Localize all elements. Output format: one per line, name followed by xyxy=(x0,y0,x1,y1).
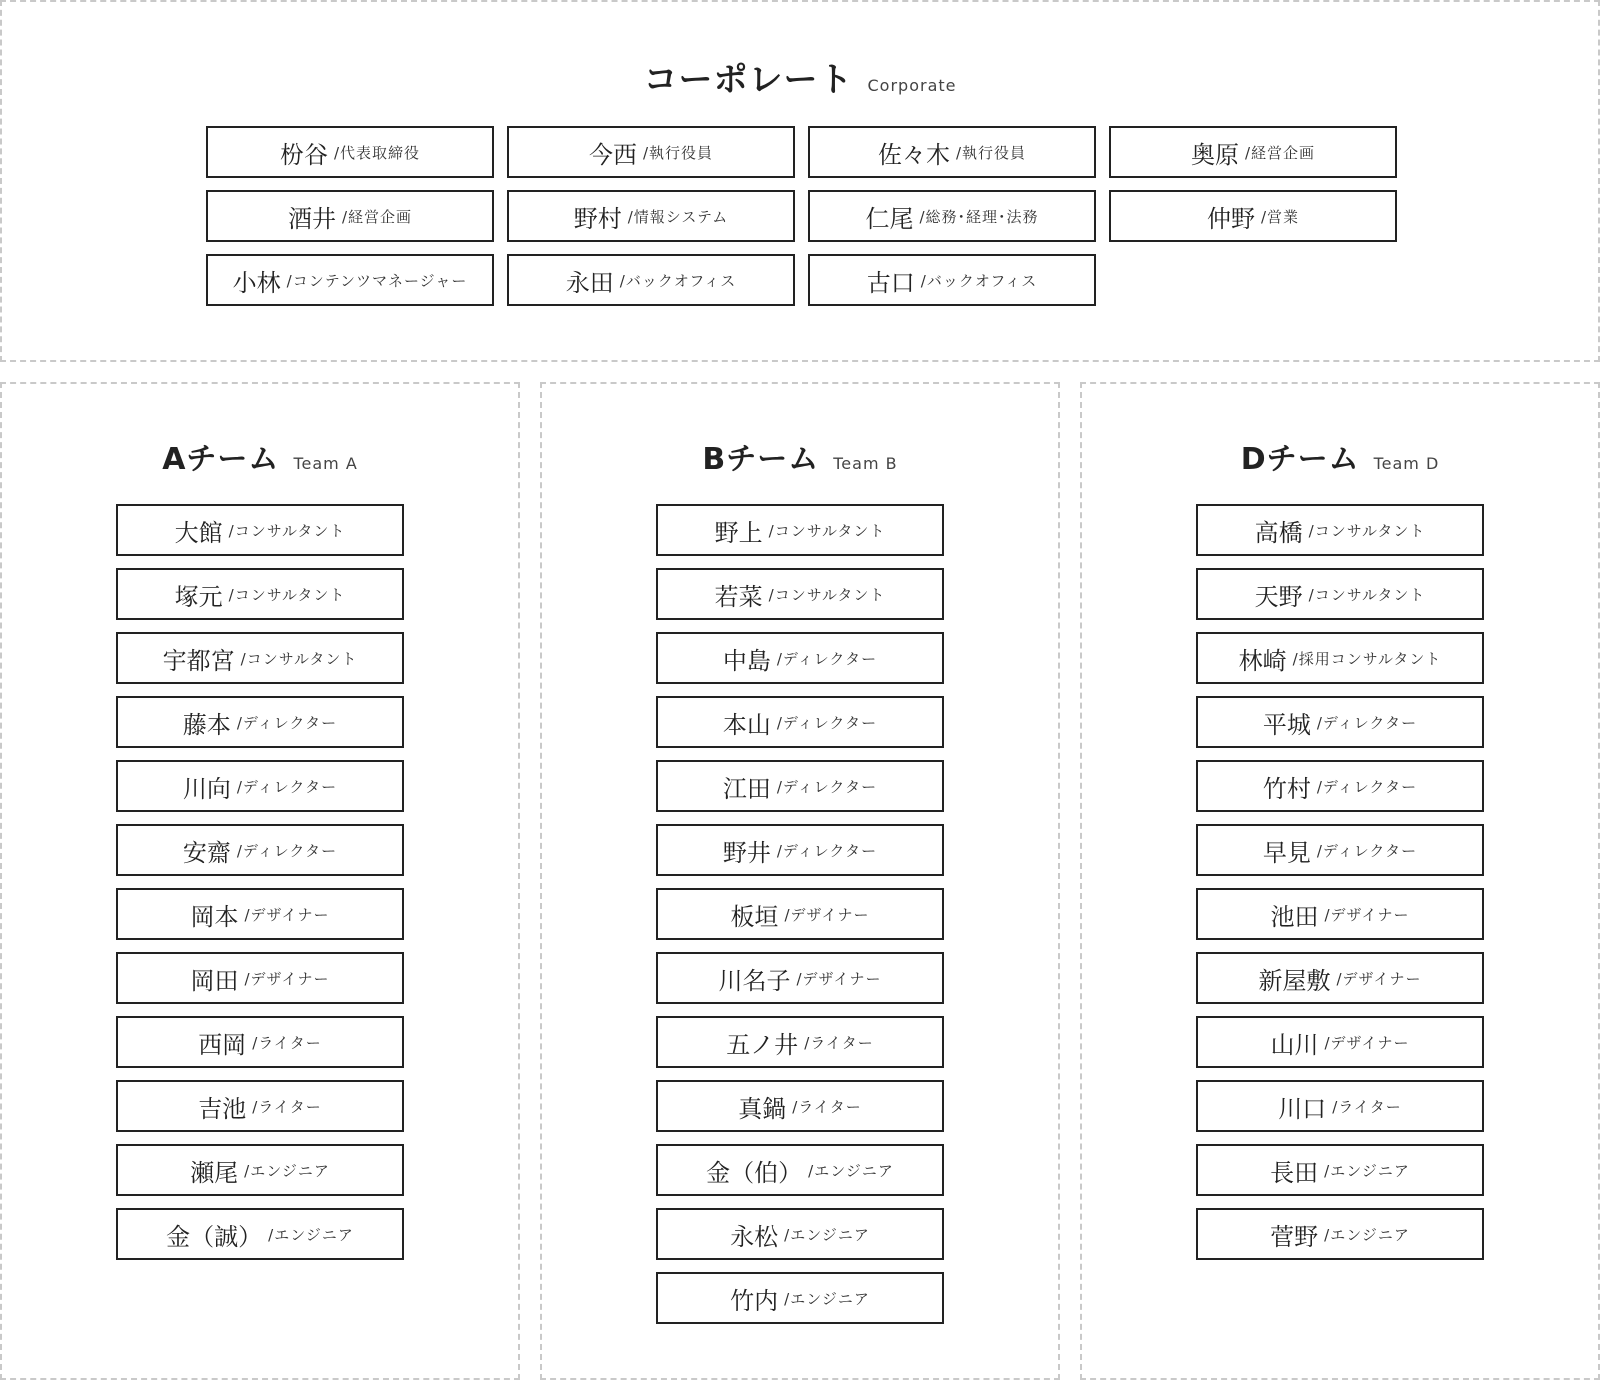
member-name: 古口 xyxy=(866,268,915,297)
member-card xyxy=(656,696,944,748)
member-card xyxy=(206,254,494,306)
section-title: Aチーム xyxy=(162,442,280,477)
team-a-heading xyxy=(2,434,518,478)
member-role: /バックオフィス xyxy=(619,271,737,290)
member-role: /ディレクター xyxy=(236,777,338,796)
member-name: 永田 xyxy=(565,268,614,297)
member-card xyxy=(116,760,404,812)
member-role: /エンジニア xyxy=(808,1161,894,1180)
section-subtitle: Team D xyxy=(1373,454,1440,473)
team-a-section xyxy=(0,382,520,1380)
section-subtitle: Corporate xyxy=(867,76,957,95)
member-name: 藤本 xyxy=(182,710,231,739)
member-card xyxy=(656,952,944,1004)
member-card xyxy=(116,1016,404,1068)
member-role: /ディレクター xyxy=(1316,777,1418,796)
member-name: 安齋 xyxy=(182,838,231,867)
member-card xyxy=(1196,760,1484,812)
member-card xyxy=(116,696,404,748)
member-card xyxy=(808,190,1096,242)
section-title: Dチーム xyxy=(1240,442,1360,477)
member-name: 中島 xyxy=(722,646,771,675)
member-role: /代表取締役 xyxy=(333,143,421,162)
member-role: /ライター xyxy=(1332,1097,1402,1116)
member-role: /エンジニア xyxy=(268,1225,354,1244)
member-card xyxy=(1196,1208,1484,1260)
member-name: 金（誠） xyxy=(166,1222,263,1251)
member-role: /ライター xyxy=(252,1097,322,1116)
member-card xyxy=(1196,952,1484,1004)
member-card xyxy=(656,760,944,812)
member-card xyxy=(206,190,494,242)
member-name: 若菜 xyxy=(714,582,763,611)
member-card xyxy=(116,1144,404,1196)
team-b-section xyxy=(540,382,1060,1380)
member-role: /総務･経理･法務 xyxy=(919,207,1039,226)
member-name: 竹内 xyxy=(730,1286,779,1315)
member-name: 永松 xyxy=(730,1222,779,1251)
member-role: /経営企画 xyxy=(341,207,413,226)
member-card xyxy=(507,254,795,306)
member-role: /コンサルタント xyxy=(1308,585,1426,604)
member-role: /ディレクター xyxy=(776,777,878,796)
team-b-heading xyxy=(542,434,1058,478)
member-name: 吉池 xyxy=(198,1094,247,1123)
member-card xyxy=(116,888,404,940)
member-name: 菅野 xyxy=(1270,1222,1319,1251)
member-card xyxy=(1196,568,1484,620)
member-role: /採用コンサルタント xyxy=(1292,649,1442,668)
member-card xyxy=(808,254,1096,306)
member-name: 大館 xyxy=(174,518,223,547)
member-name: 仁尾 xyxy=(865,204,914,233)
member-card xyxy=(656,824,944,876)
member-role: /コンサルタント xyxy=(1308,521,1426,540)
member-role: /営業 xyxy=(1260,207,1300,226)
member-name: 五ノ井 xyxy=(726,1030,799,1059)
member-card xyxy=(1196,1144,1484,1196)
member-card xyxy=(1196,888,1484,940)
member-name: 林崎 xyxy=(1238,646,1287,675)
member-role: /ディレクター xyxy=(1316,713,1418,732)
member-name: 新屋敷 xyxy=(1258,966,1331,995)
corporate-heading xyxy=(2,52,1598,101)
member-role: /コンテンツマネージャー xyxy=(286,271,468,290)
member-name: 早見 xyxy=(1262,838,1311,867)
member-role: /エンジニア xyxy=(784,1289,870,1308)
member-name: 塚元 xyxy=(174,582,223,611)
member-card xyxy=(116,824,404,876)
member-role: /エンジニア xyxy=(1324,1225,1410,1244)
member-role: /経営企画 xyxy=(1244,143,1316,162)
section-title: コーポレート xyxy=(643,60,854,100)
member-role: /コンサルタント xyxy=(228,585,346,604)
member-card xyxy=(656,1080,944,1132)
member-card xyxy=(656,632,944,684)
member-card xyxy=(1109,126,1397,178)
member-role: /デザイナー xyxy=(784,905,870,924)
corporate-member-grid xyxy=(206,126,1397,306)
section-subtitle: Team B xyxy=(833,454,898,473)
member-name: 岡本 xyxy=(190,902,239,931)
team-d-section xyxy=(1080,382,1600,1380)
member-name: 西岡 xyxy=(198,1030,247,1059)
member-role: /コンサルタント xyxy=(228,521,346,540)
member-name: 瀬尾 xyxy=(190,1158,239,1187)
member-name: 川口 xyxy=(1278,1094,1327,1123)
member-name: 酒井 xyxy=(287,204,336,233)
section-title: Bチーム xyxy=(702,442,820,477)
member-role: /ディレクター xyxy=(776,713,878,732)
member-card xyxy=(116,1080,404,1132)
member-role: /コンサルタント xyxy=(768,521,886,540)
member-card xyxy=(808,126,1096,178)
member-role: /デザイナー xyxy=(1324,905,1410,924)
member-name: 真鍋 xyxy=(738,1094,787,1123)
member-name: 小林 xyxy=(232,268,281,297)
member-name: 金（伯） xyxy=(706,1158,803,1187)
member-role: /エンジニア xyxy=(1324,1161,1410,1180)
member-card xyxy=(507,190,795,242)
member-role: /ディレクター xyxy=(776,841,878,860)
team-b-member-list xyxy=(656,504,944,1324)
member-name: 野上 xyxy=(714,518,763,547)
member-card xyxy=(1196,696,1484,748)
corporate-section xyxy=(0,0,1600,362)
member-role: /ディレクター xyxy=(236,713,338,732)
member-role: /コンサルタント xyxy=(240,649,358,668)
member-name: 野井 xyxy=(722,838,771,867)
member-name: 仲野 xyxy=(1206,204,1255,233)
member-name: 川向 xyxy=(182,774,231,803)
member-name: 岡田 xyxy=(190,966,239,995)
member-role: /デザイナー xyxy=(1324,1033,1410,1052)
member-card xyxy=(656,1208,944,1260)
member-card xyxy=(656,568,944,620)
member-role: /エンジニア xyxy=(784,1225,870,1244)
member-card xyxy=(1109,190,1397,242)
member-card xyxy=(656,1144,944,1196)
member-role: /デザイナー xyxy=(1336,969,1422,988)
team-d-member-list xyxy=(1196,504,1484,1260)
member-name: 枌谷 xyxy=(279,140,328,169)
member-card xyxy=(116,504,404,556)
member-role: /執行役員 xyxy=(642,143,714,162)
member-role: /エンジニア xyxy=(244,1161,330,1180)
member-name: 長田 xyxy=(1270,1158,1319,1187)
member-name: 江田 xyxy=(722,774,771,803)
member-role: /ディレクター xyxy=(236,841,338,860)
member-card xyxy=(116,632,404,684)
member-name: 板垣 xyxy=(730,902,779,931)
member-role: /ライター xyxy=(792,1097,862,1116)
section-subtitle: Team A xyxy=(293,454,358,473)
member-card xyxy=(656,504,944,556)
member-role: /執行役員 xyxy=(955,143,1027,162)
member-card xyxy=(116,1208,404,1260)
member-role: /デザイナー xyxy=(244,969,330,988)
member-role: /バックオフィス xyxy=(920,271,1038,290)
member-name: 川名子 xyxy=(718,966,791,995)
member-name: 野村 xyxy=(573,204,622,233)
member-role: /コンサルタント xyxy=(768,585,886,604)
member-name: 竹村 xyxy=(1262,774,1311,803)
member-role: /ライター xyxy=(804,1033,874,1052)
member-name: 山川 xyxy=(1270,1030,1319,1059)
member-card xyxy=(1196,824,1484,876)
member-card xyxy=(1196,504,1484,556)
member-card xyxy=(507,126,795,178)
member-card xyxy=(656,888,944,940)
member-name: 佐々木 xyxy=(877,140,950,169)
member-role: /ディレクター xyxy=(1316,841,1418,860)
member-name: 池田 xyxy=(1270,902,1319,931)
member-name: 平城 xyxy=(1262,710,1311,739)
team-d-heading xyxy=(1082,434,1598,478)
member-card xyxy=(1196,1080,1484,1132)
member-name: 高橋 xyxy=(1254,518,1303,547)
member-card xyxy=(1196,632,1484,684)
member-name: 奥原 xyxy=(1190,140,1239,169)
member-card xyxy=(656,1272,944,1324)
team-a-member-list xyxy=(116,504,404,1260)
member-name: 宇都宮 xyxy=(162,646,235,675)
member-role: /ライター xyxy=(252,1033,322,1052)
member-card xyxy=(116,568,404,620)
member-name: 天野 xyxy=(1254,582,1303,611)
member-card xyxy=(206,126,494,178)
member-role: /ディレクター xyxy=(776,649,878,668)
member-role: /デザイナー xyxy=(244,905,330,924)
member-name: 本山 xyxy=(722,710,771,739)
member-role: /情報システム xyxy=(627,207,729,226)
member-card xyxy=(116,952,404,1004)
member-card xyxy=(1196,1016,1484,1068)
member-name: 今西 xyxy=(588,140,637,169)
member-role: /デザイナー xyxy=(796,969,882,988)
member-card xyxy=(656,1016,944,1068)
